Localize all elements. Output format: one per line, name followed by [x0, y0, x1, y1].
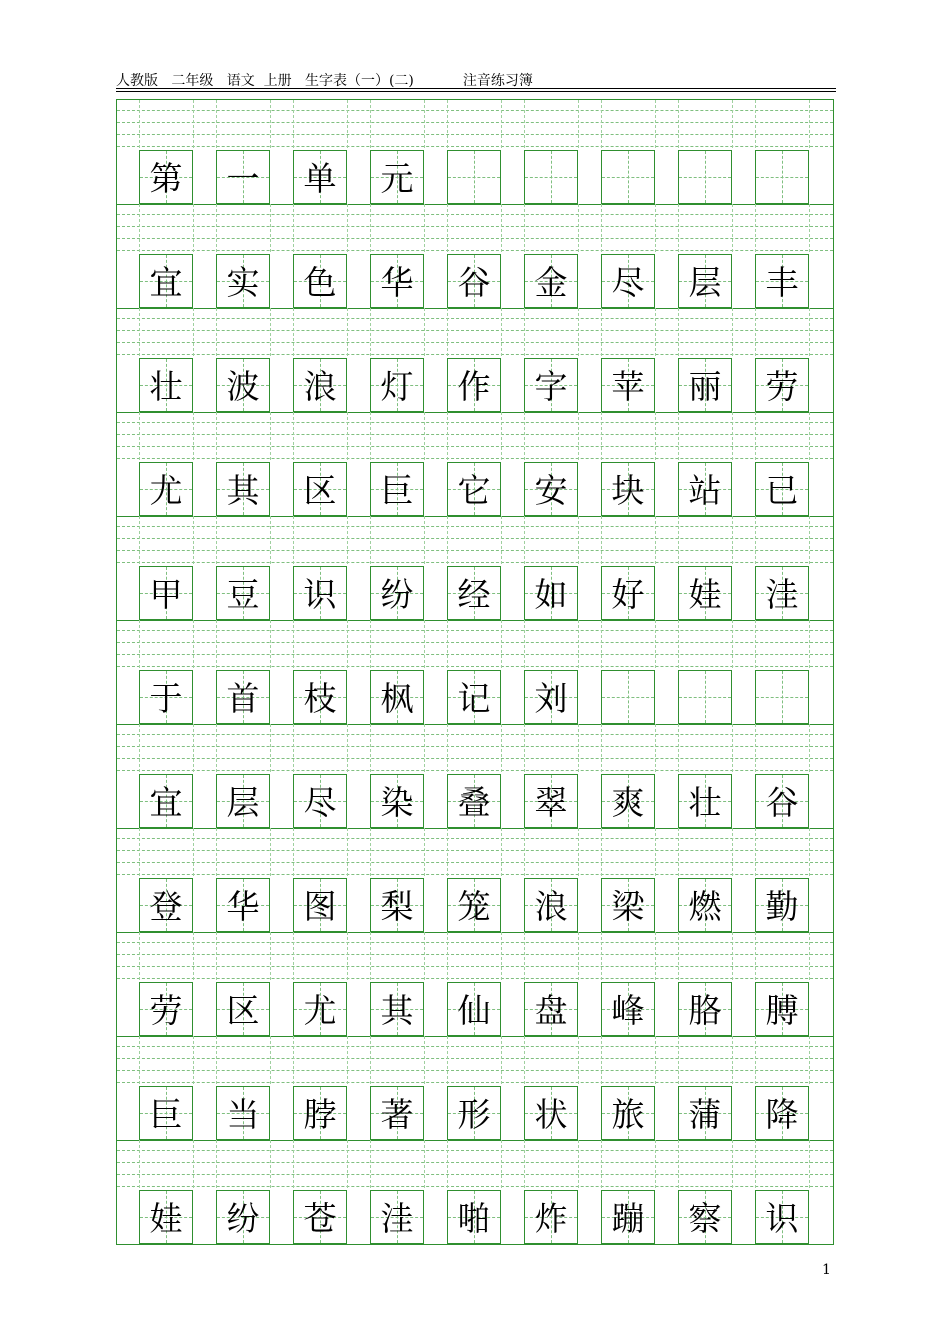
hanzi-char: 苍	[303, 1199, 337, 1238]
hanzi-char: 其	[380, 991, 414, 1030]
char-cell[interactable]	[293, 462, 347, 516]
char-cell[interactable]	[370, 878, 424, 932]
pinyin-lines	[117, 100, 833, 150]
char-cell[interactable]	[678, 254, 732, 308]
char-cell[interactable]	[370, 1190, 424, 1244]
char-cell[interactable]	[678, 774, 732, 828]
hanzi-char: 丰	[765, 263, 799, 302]
char-cell[interactable]	[293, 1086, 347, 1140]
char-cell[interactable]	[216, 566, 270, 620]
char-cell[interactable]	[524, 982, 578, 1036]
page-number: 1	[822, 1262, 831, 1278]
hanzi-char: 形	[457, 1095, 491, 1134]
grid-row	[117, 1036, 833, 1140]
hanzi-char: 峰	[611, 991, 645, 1030]
char-cell[interactable]	[216, 878, 270, 932]
hanzi-char: 枫	[380, 679, 414, 718]
char-cell[interactable]	[139, 566, 193, 620]
hanzi-char: 金	[534, 263, 568, 302]
hanzi-char: 元	[380, 159, 414, 198]
char-cell[interactable]	[216, 1086, 270, 1140]
hanzi-char: 降	[765, 1095, 799, 1134]
hanzi-char: 娃	[688, 575, 722, 614]
char-cell[interactable]	[524, 358, 578, 412]
hanzi-char: 蒲	[688, 1095, 722, 1134]
char-cell[interactable]	[678, 1086, 732, 1140]
pinyin-lines	[117, 932, 833, 982]
hanzi-char: 色	[303, 263, 337, 302]
char-cell[interactable]	[139, 254, 193, 308]
char-cell[interactable]	[524, 1190, 578, 1244]
char-cell[interactable]	[293, 254, 347, 308]
hanzi-char: 巨	[149, 1095, 183, 1134]
char-cell[interactable]	[601, 1190, 655, 1244]
hanzi-char: 洼	[765, 575, 799, 614]
char-cell[interactable]	[447, 462, 501, 516]
grid-row	[117, 1140, 833, 1244]
grid-row	[117, 724, 833, 828]
hanzi-char: 字	[534, 367, 568, 406]
char-cell[interactable]	[678, 1190, 732, 1244]
char-cell[interactable]	[678, 462, 732, 516]
pinyin-lines	[117, 724, 833, 774]
hanzi-char: 豆	[226, 575, 260, 614]
hanzi-char: 炸	[534, 1199, 568, 1238]
hanzi-char: 其	[226, 471, 260, 510]
hanzi-char: 苹	[611, 367, 645, 406]
char-cell[interactable]	[139, 358, 193, 412]
char-cell[interactable]	[139, 774, 193, 828]
header-rule	[116, 88, 836, 89]
hanzi-char: 旅	[611, 1095, 645, 1134]
hanzi-char: 波	[226, 367, 260, 406]
hanzi-char: 单	[303, 159, 337, 198]
char-cell[interactable]	[755, 150, 809, 204]
hanzi-char: 爽	[611, 783, 645, 822]
hanzi-char: 丽	[688, 367, 722, 406]
char-cell[interactable]	[216, 462, 270, 516]
hanzi-char: 宜	[149, 783, 183, 822]
hanzi-char: 巨	[380, 471, 414, 510]
grid-row	[117, 828, 833, 932]
char-cell[interactable]	[139, 670, 193, 724]
hanzi-char: 盘	[534, 991, 568, 1030]
hanzi-char: 察	[688, 1199, 722, 1238]
char-cell[interactable]	[678, 150, 732, 204]
grid-row	[117, 100, 833, 204]
char-cell[interactable]	[755, 982, 809, 1036]
hanzi-char: 浪	[303, 367, 337, 406]
char-cell[interactable]	[755, 1190, 809, 1244]
hanzi-char: 尽	[611, 263, 645, 302]
hanzi-char: 燃	[688, 887, 722, 926]
hanzi-char: 娃	[149, 1199, 183, 1238]
char-cell[interactable]	[447, 878, 501, 932]
char-cell[interactable]	[447, 982, 501, 1036]
hanzi-char: 实	[226, 263, 260, 302]
char-cell[interactable]	[139, 462, 193, 516]
char-cell[interactable]	[601, 358, 655, 412]
char-cell[interactable]	[447, 358, 501, 412]
hanzi-char: 宜	[149, 263, 183, 302]
char-cell[interactable]	[678, 358, 732, 412]
hanzi-char: 记	[457, 679, 491, 718]
char-cell[interactable]	[216, 982, 270, 1036]
char-cell[interactable]	[370, 358, 424, 412]
hanzi-char: 识	[303, 575, 337, 614]
hanzi-char: 壮	[149, 367, 183, 406]
hanzi-char: 谷	[765, 783, 799, 822]
pinyin-lines	[117, 1036, 833, 1086]
grid-row	[117, 516, 833, 620]
hanzi-char: 尤	[303, 991, 337, 1030]
char-cell[interactable]	[524, 150, 578, 204]
char-cell[interactable]	[216, 1190, 270, 1244]
char-cell[interactable]	[601, 150, 655, 204]
grid-row	[117, 620, 833, 724]
hanzi-char: 一	[226, 159, 260, 198]
hanzi-char: 层	[226, 783, 260, 822]
char-cell[interactable]	[370, 774, 424, 828]
char-cell[interactable]	[755, 670, 809, 724]
char-cell[interactable]	[139, 1190, 193, 1244]
char-cell[interactable]	[293, 566, 347, 620]
hanzi-char: 如	[534, 575, 568, 614]
char-cell[interactable]	[370, 670, 424, 724]
char-cell[interactable]	[216, 670, 270, 724]
hanzi-char: 甲	[149, 575, 183, 614]
char-cell[interactable]	[370, 150, 424, 204]
char-cell[interactable]	[139, 878, 193, 932]
char-cell[interactable]	[370, 566, 424, 620]
hanzi-char: 谷	[457, 263, 491, 302]
hanzi-char: 胳	[688, 991, 722, 1030]
hanzi-char: 已	[765, 471, 799, 510]
hanzi-char: 华	[380, 263, 414, 302]
hanzi-char: 笼	[457, 887, 491, 926]
char-cell[interactable]	[755, 774, 809, 828]
hanzi-char: 劳	[149, 991, 183, 1030]
char-cell[interactable]	[755, 358, 809, 412]
hanzi-char: 蹦	[611, 1199, 645, 1238]
hanzi-char: 枝	[303, 679, 337, 718]
hanzi-char: 纷	[226, 1199, 260, 1238]
char-cell[interactable]	[678, 566, 732, 620]
hanzi-char: 仙	[457, 991, 491, 1030]
char-cell[interactable]	[447, 566, 501, 620]
char-cell[interactable]	[139, 1086, 193, 1140]
char-cell[interactable]	[524, 878, 578, 932]
char-cell[interactable]	[216, 774, 270, 828]
hanzi-char: 安	[534, 471, 568, 510]
pinyin-lines	[117, 1140, 833, 1190]
hanzi-char: 图	[303, 887, 337, 926]
char-cell[interactable]	[293, 150, 347, 204]
hanzi-char: 染	[380, 783, 414, 822]
char-cell[interactable]	[370, 462, 424, 516]
hanzi-char: 翠	[534, 783, 568, 822]
pinyin-lines	[117, 204, 833, 254]
hanzi-char: 尤	[149, 471, 183, 510]
grid-row	[117, 204, 833, 308]
hanzi-char: 经	[457, 575, 491, 614]
char-cell[interactable]	[216, 254, 270, 308]
hanzi-char: 华	[226, 887, 260, 926]
hanzi-char: 梨	[380, 887, 414, 926]
char-cell[interactable]	[524, 566, 578, 620]
char-cell[interactable]	[755, 566, 809, 620]
hanzi-char: 登	[149, 887, 183, 926]
grid-row	[117, 412, 833, 516]
pinyin-lines	[117, 828, 833, 878]
char-cell[interactable]	[524, 462, 578, 516]
char-cell[interactable]	[293, 1190, 347, 1244]
char-cell[interactable]	[755, 878, 809, 932]
char-cell[interactable]	[601, 878, 655, 932]
char-cell[interactable]	[447, 150, 501, 204]
char-cell[interactable]	[601, 774, 655, 828]
hanzi-char: 于	[149, 679, 183, 718]
char-cell[interactable]	[370, 1086, 424, 1140]
pinyin-lines	[117, 308, 833, 358]
char-cell[interactable]	[447, 1086, 501, 1140]
char-cell[interactable]	[601, 670, 655, 724]
pinyin-lines	[117, 620, 833, 670]
hanzi-char: 作	[457, 367, 491, 406]
char-cell[interactable]	[293, 670, 347, 724]
hanzi-char: 叠	[457, 783, 491, 822]
hanzi-char: 啪	[457, 1199, 491, 1238]
char-cell[interactable]	[447, 670, 501, 724]
char-cell[interactable]	[293, 358, 347, 412]
hanzi-char: 识	[765, 1199, 799, 1238]
char-cell[interactable]	[139, 150, 193, 204]
hanzi-char: 好	[611, 575, 645, 614]
char-cell[interactable]	[293, 774, 347, 828]
hanzi-char: 状	[534, 1095, 568, 1134]
hanzi-char: 刘	[534, 679, 568, 718]
char-cell[interactable]	[755, 1086, 809, 1140]
hanzi-char: 首	[226, 679, 260, 718]
char-cell[interactable]	[216, 358, 270, 412]
char-cell[interactable]	[524, 670, 578, 724]
header-rule-double	[116, 91, 836, 92]
practice-grid	[116, 99, 834, 1245]
pinyin-lines	[117, 412, 833, 462]
char-cell[interactable]	[370, 254, 424, 308]
char-cell[interactable]	[601, 254, 655, 308]
char-cell[interactable]	[447, 774, 501, 828]
char-cell[interactable]	[678, 878, 732, 932]
char-cell[interactable]	[601, 1086, 655, 1140]
char-cell[interactable]	[678, 982, 732, 1036]
page-header: 人教版 二年级 语文 上册 生字表（一）(二) 注音练习簿	[116, 73, 533, 89]
char-cell[interactable]	[447, 1190, 501, 1244]
char-cell[interactable]	[524, 774, 578, 828]
grid-row	[117, 932, 833, 1036]
char-cell[interactable]	[755, 462, 809, 516]
hanzi-char: 尽	[303, 783, 337, 822]
hanzi-char: 块	[611, 471, 645, 510]
char-cell[interactable]	[139, 982, 193, 1036]
hanzi-char: 浪	[534, 887, 568, 926]
grid-row	[117, 308, 833, 412]
char-cell[interactable]	[293, 878, 347, 932]
hanzi-char: 劳	[765, 367, 799, 406]
hanzi-char: 脖	[303, 1095, 337, 1134]
hanzi-char: 区	[303, 471, 337, 510]
pinyin-lines	[117, 516, 833, 566]
hanzi-char: 第	[149, 159, 183, 198]
char-cell[interactable]	[601, 566, 655, 620]
hanzi-char: 区	[226, 991, 260, 1030]
hanzi-char: 著	[380, 1095, 414, 1134]
char-cell[interactable]	[755, 254, 809, 308]
hanzi-char: 层	[688, 263, 722, 302]
char-cell[interactable]	[678, 670, 732, 724]
char-cell[interactable]	[370, 982, 424, 1036]
hanzi-char: 膊	[765, 991, 799, 1030]
char-cell[interactable]	[216, 150, 270, 204]
char-cell[interactable]	[447, 254, 501, 308]
hanzi-char: 站	[688, 471, 722, 510]
hanzi-char: 纷	[380, 575, 414, 614]
hanzi-char: 洼	[380, 1199, 414, 1238]
hanzi-char: 灯	[380, 367, 414, 406]
hanzi-char: 梁	[611, 887, 645, 926]
char-cell[interactable]	[293, 982, 347, 1036]
hanzi-char: 壮	[688, 783, 722, 822]
char-cell[interactable]	[524, 254, 578, 308]
hanzi-char: 勤	[765, 887, 799, 926]
char-cell[interactable]	[524, 1086, 578, 1140]
char-cell[interactable]	[601, 462, 655, 516]
char-cell[interactable]	[601, 982, 655, 1036]
hanzi-char: 它	[457, 471, 491, 510]
hanzi-char: 当	[226, 1095, 260, 1134]
